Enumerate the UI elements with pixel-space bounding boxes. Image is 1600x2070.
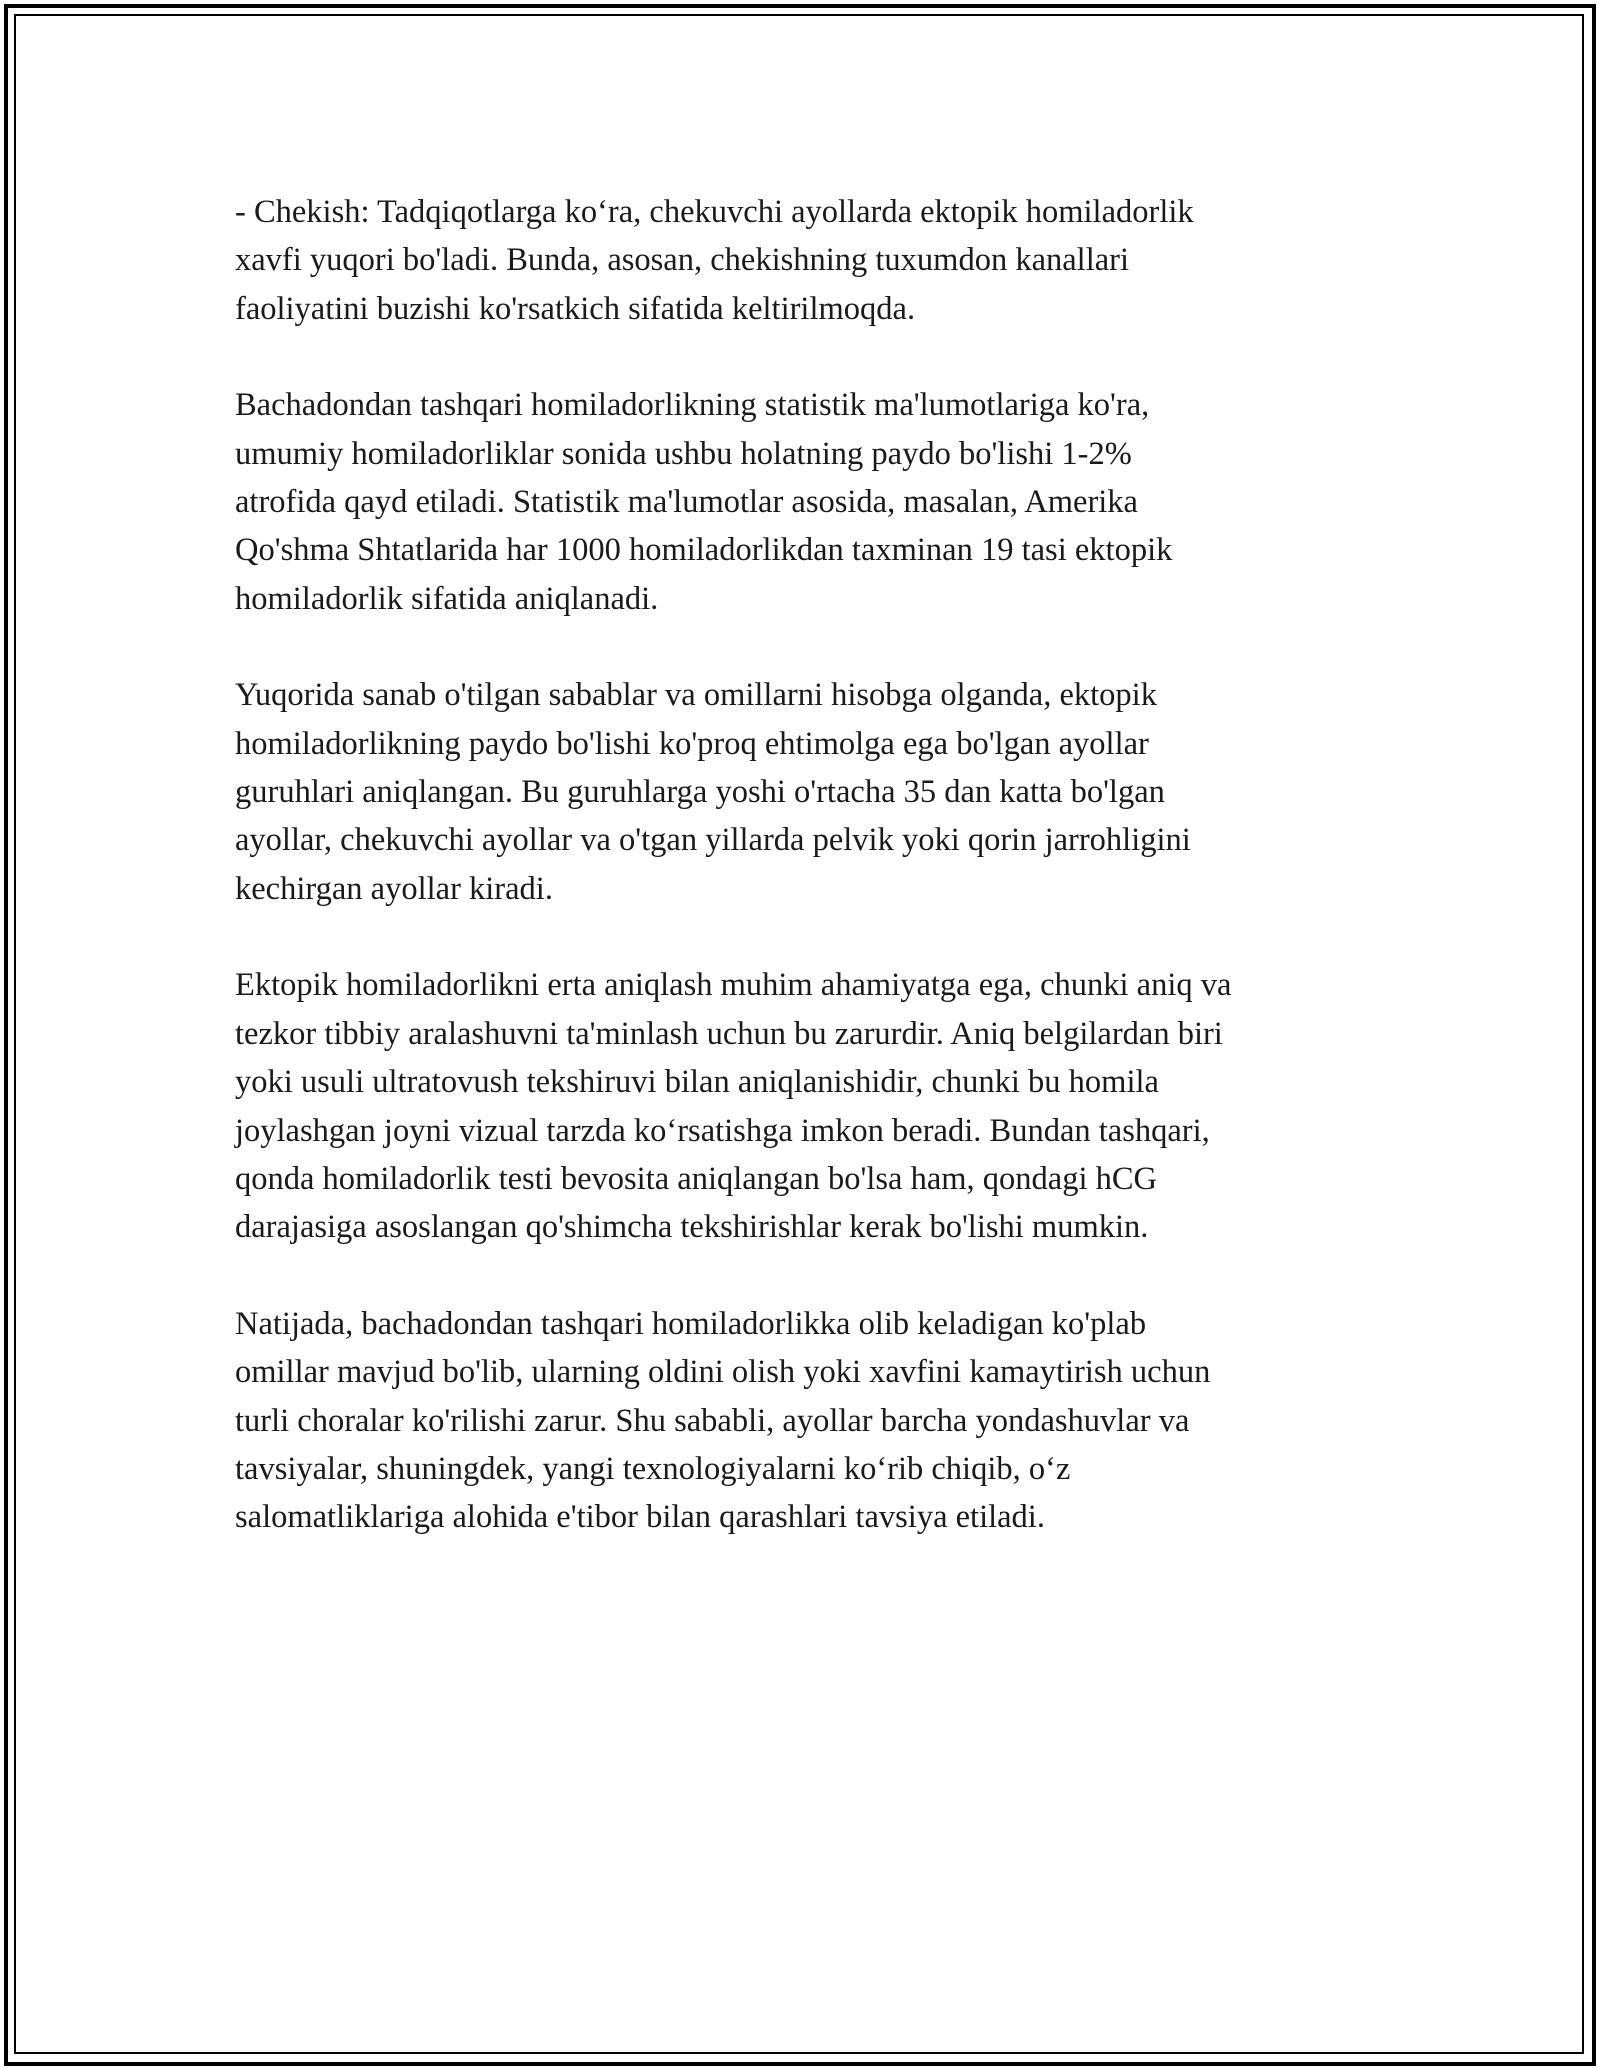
paragraph-smoking-risk: - Chekish: Tadqiqotlarga ko‘ra, chekuvchi ayollarda ektopik homiladorlik xavfi yuqori bo'ladi. Bunda, asosan, chekishning tuxumdon kanallari faoliyatini buzishi ko'rsatkich sifatida keltirilmoqda. [235,194,1194,327]
paragraph-risk-groups: Yuqorida sanab o'tilgan sabablar va omillarni hisobga olganda, ektopik homiladorlikning paydo bo'lishi ko'proq ehtimolga ega bo'lgan ayollar guruhlari aniqlangan. Bu guruhlarga yoshi o'rtacha 35 dan katta bo'lgan ayollar, chekuvchi ayollar va o'tgan yillarda pelvik yoki qorin jarrohligini kechirgan ayollar kiradi. [235,677,1191,907]
paragraph-conclusion: Natijada, bachadondan tashqari homiladorlikka olib keladigan ko'plab omillar mavjud bo'lib, ularning oldini olish yoki xavfini kamaytirish uchun turli choralar ko'rilishi zarur. Shu sababli, ayollar barcha yondashuvlar va tavsiyalar, shuningdek, yangi texnologiyalarni ko‘rib chiqib, o‘z salomatliklariga alohida e'tibor bilan qarashlari tavsiya etiladi. [235,1305,1211,1536]
paragraph-early-detection: Ektopik homiladorlikni erta aniqlash muhim ahamiyatga ega, chunki aniq va tezkor tibbiy aralashuvni ta'minlash uchun bu zarurdir. Aniq belgilardan biri yoki usuli ultratovush tekshiruvi bilan aniqlanishidir, chunki bu homila joylashgan joyni vizual tarzda ko‘rsatishga imkon beradi. Bundan tashqari, qonda homiladorlik testi bevosita aniqlangan bo'lsa ham, qondagi hCG darajasiga asoslangan qo'shimcha tekshirishlar kerak bo'lishi mumkin. [235,967,1232,1246]
document-body [235,188,1385,1590]
paragraph-statistics: Bachadondan tashqari homiladorlikning statistik ma'lumotlariga ko'ra, umumiy homiladorliklar sonida ushbu holatning paydo bo'lishi 1-2% atrofida qayd etiladi. Statistik ma'lumotlar asosida, masalan, Amerika Qo'shma Shtatlarida har 1000 homiladorlikdan taxminan 19 tasi ektopik homiladorlik sifatida aniqlanadi. [235,387,1173,617]
